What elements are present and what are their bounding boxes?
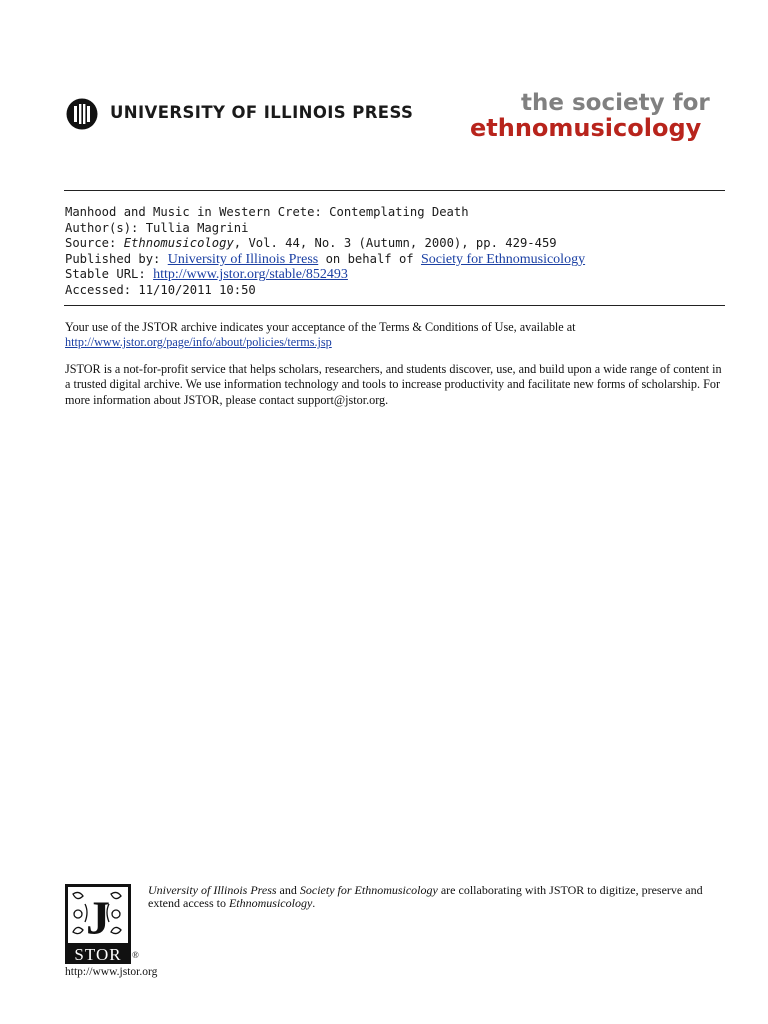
published-by-label: Published by: — [65, 251, 161, 266]
source-details: , Vol. 44, No. 3 (Autumn, 2000), pp. 429-459 — [233, 236, 557, 251]
collaboration-statement — [148, 884, 728, 909]
publisher-logo-text: UNIVERSITY OF ILLINOIS PRESS — [110, 103, 414, 122]
source-line — [65, 236, 725, 252]
society-link[interactable]: Society for Ethnomusicology — [420, 251, 586, 267]
on-behalf-text: on behalf of — [325, 251, 414, 266]
jstor-url-link[interactable]: http://www.jstor.org — [65, 966, 158, 978]
source-label: Source: — [65, 236, 117, 251]
collab-text: are collaborating with JSTOR to digitize, preserve and extend access to — [148, 883, 703, 910]
article-title: Manhood and Music in Western Crete: Contemplating Death — [65, 205, 469, 219]
about-jstor-paragraph: JSTOR is a not-for-profit service that helps scholars, researchers, and students discover, use, and build upon a wide range of content in a trusted digital archive. We use information technology and tools to increase productivity and facilitate new forms of scholarship. For more information about JSTOR, please contact support@jstor.org. — [65, 361, 722, 407]
accessed-line: Accessed: 11/10/2011 10:50 — [65, 282, 256, 297]
stable-url-line — [65, 267, 725, 283]
society-logo-line2: ethnomusicology — [470, 114, 702, 142]
collab-journal: Ethnomusicology — [228, 895, 313, 910]
jstor-logo — [65, 884, 131, 964]
jstor-notice — [65, 320, 725, 419]
terms-text: Your use of the JSTOR archive indicates your acceptance of the Terms & Conditions of Use, available at — [65, 320, 576, 334]
stable-url-label: Stable URL: — [65, 267, 146, 282]
terms-link[interactable]: http://www.jstor.org/page/info/about/policies/terms.jsp — [65, 335, 332, 350]
header-logos — [0, 0, 768, 180]
jstor-logo-letter: J — [86, 892, 110, 945]
collab-end: . — [312, 895, 316, 910]
collab-publisher: University of Illinois Press — [148, 883, 277, 897]
top-divider — [64, 190, 725, 191]
article-metadata — [65, 205, 725, 299]
collab-and: and — [276, 883, 300, 897]
author-line — [65, 221, 725, 237]
author-label: Author(s): — [65, 220, 139, 235]
author-name: Tullia Magrini — [145, 220, 249, 235]
registered-mark: ® — [132, 950, 139, 960]
society-logo-line1: the society for — [521, 90, 710, 116]
bottom-divider — [64, 305, 725, 306]
university-of-illinois-press-logo-icon — [66, 98, 98, 130]
collab-society: Society for Ethnomusicology — [299, 883, 438, 897]
stable-url-link[interactable]: http://www.jstor.org/stable/852493 — [153, 267, 348, 283]
terms-paragraph — [65, 320, 725, 351]
source-journal: Ethnomusicology — [123, 236, 234, 251]
publisher-link[interactable]: University of Illinois Press — [167, 251, 319, 267]
jstor-logo-text: STOR — [74, 945, 122, 964]
published-by-line — [65, 252, 725, 268]
